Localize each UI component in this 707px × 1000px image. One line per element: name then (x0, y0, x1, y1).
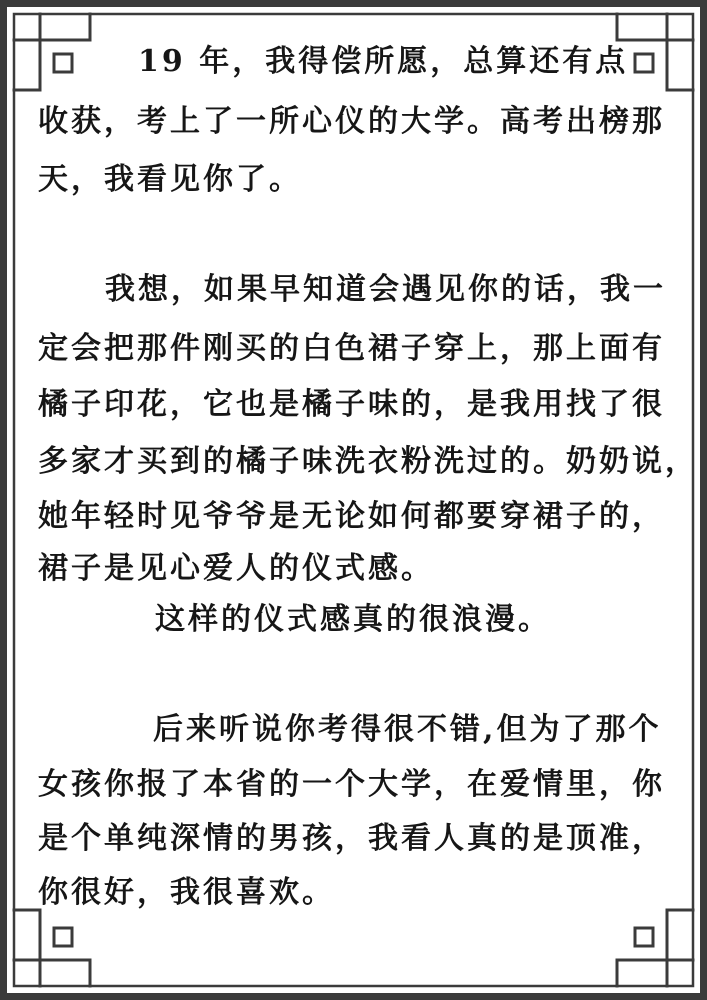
text-line: 我想，如果早知道会遇见你的话，我一 (105, 272, 666, 307)
text-line: 她年轻时见爷爷是无论如何都要穿裙子的， (38, 499, 665, 534)
text-line: 定会把那件刚买的白色裙子穿上，那上面有 (38, 331, 665, 366)
text-line: 是个单纯深情的男孩，我看人真的是顶准， (38, 821, 665, 856)
text-line: 这样的仪式感真的很浪漫。 (155, 602, 551, 637)
text-line: 橘子印花，它也是橘子味的，是我用找了很 (38, 387, 665, 422)
text-line: 收获，考上了一所心仪的大学。高考出榜那 (38, 104, 665, 139)
text-line: 天，我看见你了。 (38, 162, 302, 197)
text-line: 你很好，我很喜欢。 (38, 875, 335, 910)
text-line: 女孩你报了本省的一个大学，在爱情里，你 (38, 767, 665, 802)
text-line: 后来听说你考得很不错,但为了那个 (153, 712, 662, 747)
text-line: 多家才买到的橘子味洗衣粉洗过的。奶奶说， (38, 444, 698, 479)
text-line: 裙子是见心爱人的仪式感。 (38, 551, 434, 586)
text-line: 19 年，我得偿所愿，总算还有点 (138, 44, 629, 79)
